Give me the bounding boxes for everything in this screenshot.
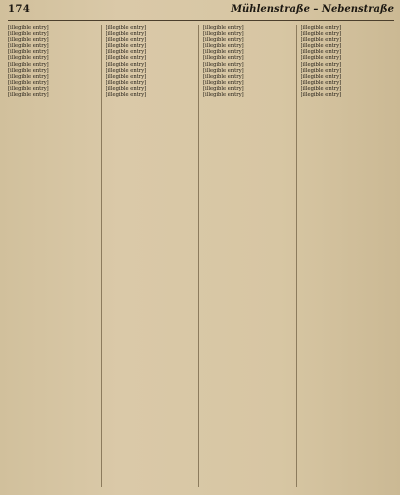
resident-entry	[106, 92, 196, 98]
resident-name: [illegible entry]	[203, 25, 244, 31]
resident-name: [illegible entry]	[105, 37, 147, 44]
resident-entry	[203, 92, 293, 98]
floor-number	[291, 92, 293, 98]
resident-name: [illegible entry]	[300, 43, 342, 50]
resident-entry	[301, 92, 392, 98]
resident-name: [illegible entry]	[203, 55, 244, 62]
resident-name: [illegible entry]	[105, 49, 147, 56]
resident-name: [illegible entry]	[105, 79, 147, 86]
resident-name: [illegible entry]	[203, 73, 244, 80]
resident-name: [illegible entry]	[300, 73, 342, 80]
directory-column	[106, 25, 200, 487]
resident-name: [illegible entry]	[8, 25, 49, 31]
directory-column	[203, 25, 297, 487]
floor-number	[96, 92, 98, 98]
resident-name: [illegible entry]	[8, 73, 49, 80]
resident-name: [illegible entry]	[8, 79, 49, 86]
resident-name: [illegible entry]	[203, 85, 244, 92]
resident-name: [illegible entry]	[300, 55, 342, 62]
resident-name: [illegible entry]	[203, 43, 244, 50]
resident-name: [illegible entry]	[203, 37, 244, 44]
resident-name: [illegible entry]	[105, 67, 147, 74]
resident-name: [illegible entry]	[8, 55, 49, 62]
resident-name: [illegible entry]	[8, 49, 49, 56]
resident-name: [illegible entry]	[203, 49, 244, 56]
resident-name: [illegible entry]	[105, 92, 147, 99]
directory-column	[301, 25, 395, 487]
resident-name: [illegible entry]	[300, 79, 342, 86]
resident-name: [illegible entry]	[300, 67, 342, 74]
resident-name: [illegible entry]	[300, 92, 342, 99]
resident-name: [illegible entry]	[8, 31, 49, 38]
resident-name: [illegible entry]	[8, 61, 49, 68]
resident-name: [illegible entry]	[300, 37, 342, 44]
resident-name: [illegible entry]	[105, 55, 147, 62]
resident-name: [illegible entry]	[105, 43, 147, 50]
directory-columns	[8, 25, 394, 487]
resident-name: [illegible entry]	[203, 79, 244, 86]
resident-name: [illegible entry]	[105, 31, 147, 38]
resident-entry	[8, 92, 98, 98]
page-number: 174	[8, 4, 31, 15]
floor-number	[193, 92, 195, 98]
resident-name: [illegible entry]	[105, 61, 147, 68]
resident-name: [illegible entry]	[8, 92, 49, 99]
running-head: Mühlenstraße – Nebenstraße	[230, 4, 394, 15]
page-header	[8, 4, 394, 21]
resident-name: [illegible entry]	[300, 25, 342, 31]
resident-name: [illegible entry]	[300, 85, 342, 92]
resident-name: [illegible entry]	[203, 61, 244, 68]
resident-name: [illegible entry]	[105, 73, 147, 80]
resident-name: [illegible entry]	[203, 67, 244, 74]
resident-name: [illegible entry]	[8, 37, 49, 44]
resident-name: [illegible entry]	[8, 85, 49, 92]
resident-name: [illegible entry]	[300, 61, 342, 68]
resident-name: [illegible entry]	[8, 43, 49, 50]
resident-name: [illegible entry]	[203, 92, 244, 99]
resident-name: [illegible entry]	[105, 85, 147, 92]
resident-name: [illegible entry]	[8, 67, 49, 74]
resident-name: [illegible entry]	[300, 31, 342, 38]
resident-name: [illegible entry]	[203, 31, 244, 38]
resident-name: [illegible entry]	[105, 25, 147, 31]
directory-column	[8, 25, 102, 487]
resident-name: [illegible entry]	[300, 49, 342, 56]
floor-number	[389, 92, 391, 98]
